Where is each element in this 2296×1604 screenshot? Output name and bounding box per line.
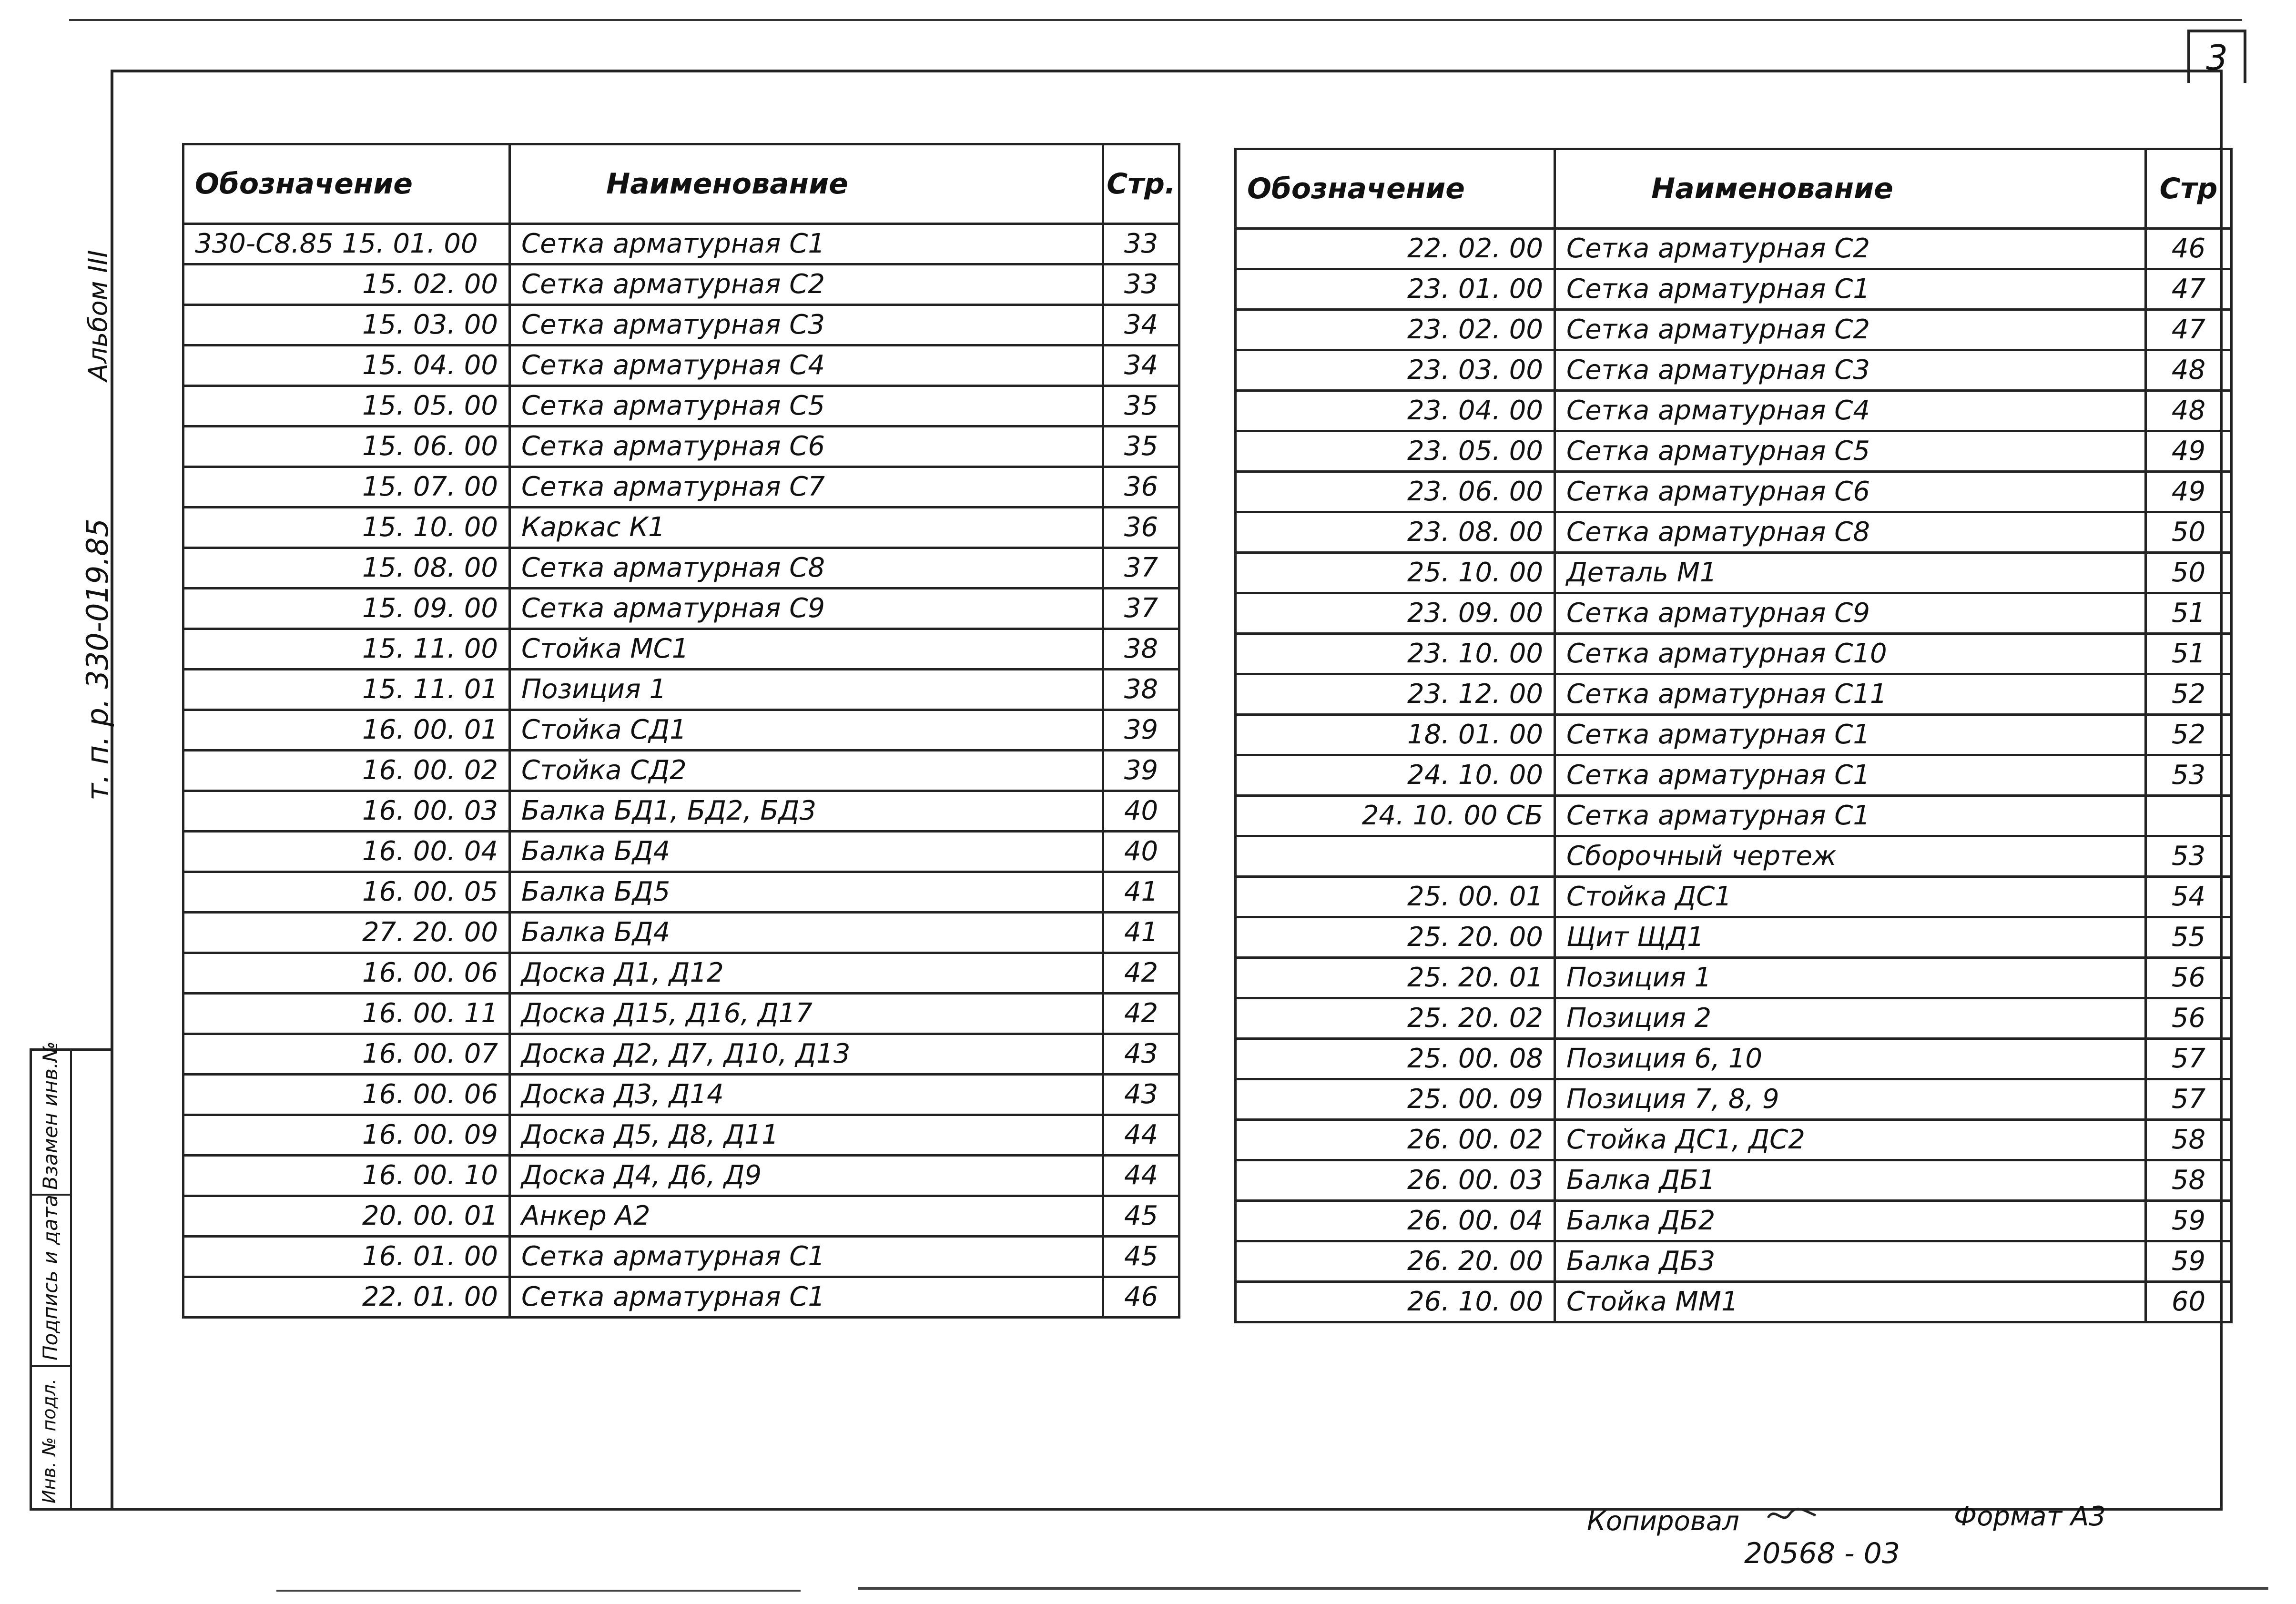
page-cell: 40 xyxy=(1103,832,1179,872)
designation-cell: 26. 10. 00 xyxy=(1236,1282,1555,1322)
right-header-name: Наименование xyxy=(1555,149,2146,229)
designation-cell: 15. 11. 00 xyxy=(183,629,510,670)
page-cell: 52 xyxy=(2146,715,2232,755)
name-cell: Сетка арматурная С7 xyxy=(510,467,1103,508)
page-cell: 57 xyxy=(2146,1039,2232,1079)
name-cell: Сетка арматурная С5 xyxy=(1555,431,2146,472)
page-cell: 33 xyxy=(1103,224,1179,264)
designation-cell: 25. 00. 09 xyxy=(1236,1079,1555,1120)
name-cell: Стойка СД1 xyxy=(510,710,1103,751)
right-table-row xyxy=(1236,229,2232,269)
designation-cell: 15. 09. 00 xyxy=(183,589,510,629)
name-cell: Сетка арматурная С1 xyxy=(1555,269,2146,310)
page-cell: 42 xyxy=(1103,994,1179,1034)
copied-signature xyxy=(1763,1501,1820,1536)
designation-cell: 16. 00. 05 xyxy=(183,872,510,913)
right-table-row xyxy=(1236,1282,2232,1322)
name-cell: Сетка арматурная С2 xyxy=(1555,310,2146,350)
left-table-row xyxy=(183,224,1179,264)
left-table-row xyxy=(183,345,1179,386)
left-header-row xyxy=(183,144,1179,224)
page-cell: 56 xyxy=(2146,958,2232,998)
album-label: Альбом III xyxy=(83,250,113,381)
designation-cell: 15. 07. 00 xyxy=(183,467,510,508)
designation-cell: 23. 12. 00 xyxy=(1236,674,1555,715)
name-cell: Балка БД5 xyxy=(510,872,1103,913)
bottom-scan-line xyxy=(858,1587,2268,1590)
name-cell: Стойка ДС1 xyxy=(1555,877,2146,917)
name-cell: Сетка арматурная С1 xyxy=(510,224,1103,264)
right-index-table xyxy=(1234,148,2233,1323)
page-cell: 34 xyxy=(1103,345,1179,386)
right-header-row xyxy=(1236,149,2232,229)
page-number-box xyxy=(2187,30,2246,83)
name-cell: Стойка ММ1 xyxy=(1555,1282,2146,1322)
page-cell: 42 xyxy=(1103,953,1179,994)
designation-cell xyxy=(1236,836,1555,877)
name-cell: Балка БД4 xyxy=(510,913,1103,953)
designation-cell: 26. 20. 00 xyxy=(1236,1241,1555,1282)
page-cell: 48 xyxy=(2146,350,2232,391)
name-cell: Сетка арматурная С1 xyxy=(510,1237,1103,1277)
designation-cell: 25. 20. 01 xyxy=(1236,958,1555,998)
designation-cell: 15. 05. 00 xyxy=(183,386,510,426)
left-table-row xyxy=(183,1196,1179,1237)
page-cell: 41 xyxy=(1103,872,1179,913)
name-cell: Позиция 1 xyxy=(1555,958,2146,998)
project-label: т. п. р. 330-019.85 xyxy=(80,518,115,801)
designation-cell: 15. 11. 01 xyxy=(183,670,510,710)
designation-cell: 25. 20. 02 xyxy=(1236,998,1555,1039)
page-cell: 35 xyxy=(1103,426,1179,467)
left-table-row xyxy=(183,994,1179,1034)
page-cell: 44 xyxy=(1103,1156,1179,1196)
left-table-row xyxy=(183,1075,1179,1115)
page-cell: 37 xyxy=(1103,548,1179,589)
right-table-row xyxy=(1236,917,2232,958)
designation-cell: 16. 00. 06 xyxy=(183,953,510,994)
designation-cell: 16. 00. 07 xyxy=(183,1034,510,1075)
left-table-row xyxy=(183,548,1179,589)
designation-cell: 16. 00. 03 xyxy=(183,791,510,832)
page-cell: 51 xyxy=(2146,593,2232,634)
page-cell: 35 xyxy=(1103,386,1179,426)
name-cell: Сетка арматурная С2 xyxy=(510,264,1103,305)
name-cell: Позиция 6, 10 xyxy=(1555,1039,2146,1079)
name-cell: Сетка арматурная С8 xyxy=(510,548,1103,589)
page-cell: 47 xyxy=(2146,269,2232,310)
name-cell: Балка ДБ3 xyxy=(1555,1241,2146,1282)
page-cell: 36 xyxy=(1103,467,1179,508)
page-cell: 50 xyxy=(2146,512,2232,553)
designation-cell: 20. 00. 01 xyxy=(183,1196,510,1237)
name-cell: Сетка арматурная С2 xyxy=(1555,229,2146,269)
name-cell: Стойка МС1 xyxy=(510,629,1103,670)
page-cell: 39 xyxy=(1103,751,1179,791)
designation-cell: 18. 01. 00 xyxy=(1236,715,1555,755)
name-cell: Доска Д2, Д7, Д10, Д13 xyxy=(510,1034,1103,1075)
designation-cell: 24. 10. 00 СБ xyxy=(1236,796,1555,836)
page-cell: 39 xyxy=(1103,710,1179,751)
page-cell: 41 xyxy=(1103,913,1179,953)
name-cell: Сетка арматурная С3 xyxy=(1555,350,2146,391)
page-cell: 53 xyxy=(2146,755,2232,796)
designation-cell: 15. 03. 00 xyxy=(183,305,510,345)
designation-cell: 16. 00. 02 xyxy=(183,751,510,791)
right-header-page: Стр xyxy=(2146,149,2232,229)
right-table-row xyxy=(1236,1160,2232,1201)
top-border-line xyxy=(69,19,2242,21)
right-table-row xyxy=(1236,836,2232,877)
right-header-designation: Обозначение xyxy=(1236,149,1555,229)
left-table-row xyxy=(183,832,1179,872)
left-table-row xyxy=(183,953,1179,994)
page-cell: 51 xyxy=(2146,634,2232,674)
page-cell xyxy=(2146,796,2232,836)
page-cell: 57 xyxy=(2146,1079,2232,1120)
left-table-row xyxy=(183,913,1179,953)
left-table-row xyxy=(183,508,1179,548)
format-label: Формат А3 xyxy=(1954,1501,2106,1532)
name-cell: Сетка арматурная С9 xyxy=(1555,593,2146,634)
designation-cell: 23. 06. 00 xyxy=(1236,472,1555,512)
designation-cell: 25. 00. 08 xyxy=(1236,1039,1555,1079)
left-table-row xyxy=(183,629,1179,670)
name-cell: Стойка ДС1, ДС2 xyxy=(1555,1120,2146,1160)
left-table-row xyxy=(183,467,1179,508)
designation-cell: 26. 00. 03 xyxy=(1236,1160,1555,1201)
document-number: 20568 - 03 xyxy=(1744,1537,1900,1570)
designation-cell: 25. 00. 01 xyxy=(1236,877,1555,917)
name-cell: Балка ДБ2 xyxy=(1555,1201,2146,1241)
page-cell: 53 xyxy=(2146,836,2232,877)
designation-cell: 23. 02. 00 xyxy=(1236,310,1555,350)
page-cell: 58 xyxy=(2146,1120,2232,1160)
designation-cell: 15. 04. 00 xyxy=(183,345,510,386)
designation-cell: 23. 03. 00 xyxy=(1236,350,1555,391)
page-cell: 46 xyxy=(2146,229,2232,269)
left-table-row xyxy=(183,589,1179,629)
name-cell: Деталь М1 xyxy=(1555,553,2146,593)
name-cell: Доска Д4, Д6, Д9 xyxy=(510,1156,1103,1196)
designation-cell: 23. 01. 00 xyxy=(1236,269,1555,310)
right-table-row xyxy=(1236,1201,2232,1241)
side-stamp xyxy=(30,1041,113,1511)
name-cell: Сетка арматурная С9 xyxy=(510,589,1103,629)
name-cell: Сетка арматурная С6 xyxy=(1555,472,2146,512)
page-cell: 38 xyxy=(1103,670,1179,710)
name-cell: Балка БД4 xyxy=(510,832,1103,872)
left-table-row xyxy=(183,264,1179,305)
name-cell: Сетка арматурная С10 xyxy=(1555,634,2146,674)
name-cell: Позиция 2 xyxy=(1555,998,2146,1039)
designation-cell: 23. 04. 00 xyxy=(1236,391,1555,431)
designation-cell: 16. 00. 10 xyxy=(183,1156,510,1196)
designation-cell: 16. 00. 11 xyxy=(183,994,510,1034)
right-table-row xyxy=(1236,715,2232,755)
page-cell: 59 xyxy=(2146,1201,2232,1241)
page-cell: 38 xyxy=(1103,629,1179,670)
right-table-row xyxy=(1236,958,2232,998)
name-cell: Сетка арматурная С6 xyxy=(510,426,1103,467)
name-cell: Позиция 1 xyxy=(510,670,1103,710)
right-table-row xyxy=(1236,755,2232,796)
name-cell: Стойка СД2 xyxy=(510,751,1103,791)
designation-cell: 23. 08. 00 xyxy=(1236,512,1555,553)
designation-cell: 25. 20. 00 xyxy=(1236,917,1555,958)
right-table-row xyxy=(1236,593,2232,634)
name-cell: Доска Д1, Д12 xyxy=(510,953,1103,994)
designation-cell: 15. 08. 00 xyxy=(183,548,510,589)
name-cell: Доска Д5, Д8, Д11 xyxy=(510,1115,1103,1156)
right-table-row xyxy=(1236,1039,2232,1079)
name-cell: Сетка арматурная С11 xyxy=(1555,674,2146,715)
name-cell: Балка БД1, БД2, БД3 xyxy=(510,791,1103,832)
right-table-row xyxy=(1236,431,2232,472)
page-cell: 50 xyxy=(2146,553,2232,593)
page-cell: 33 xyxy=(1103,264,1179,305)
page-cell: 46 xyxy=(1103,1277,1179,1318)
right-table-row xyxy=(1236,512,2232,553)
stamp-signature-label: Подпись и дата xyxy=(39,1195,62,1360)
page-cell: 54 xyxy=(2146,877,2232,917)
page-cell: 59 xyxy=(2146,1241,2232,1282)
right-table-row xyxy=(1236,1120,2232,1160)
designation-cell: 16. 00. 09 xyxy=(183,1115,510,1156)
designation-cell: 26. 00. 02 xyxy=(1236,1120,1555,1160)
page-cell: 49 xyxy=(2146,472,2232,512)
left-table-row xyxy=(183,386,1179,426)
left-table-row xyxy=(183,710,1179,751)
page-cell: 58 xyxy=(2146,1160,2232,1201)
page-cell: 55 xyxy=(2146,917,2232,958)
page-number: 3 xyxy=(2206,38,2228,78)
name-cell: Позиция 7, 8, 9 xyxy=(1555,1079,2146,1120)
page-cell: 49 xyxy=(2146,431,2232,472)
designation-cell: 16. 01. 00 xyxy=(183,1237,510,1277)
name-cell: Сетка арматурная С5 xyxy=(510,386,1103,426)
designation-cell: 23. 05. 00 xyxy=(1236,431,1555,472)
name-cell: Доска Д15, Д16, Д17 xyxy=(510,994,1103,1034)
page-cell: 52 xyxy=(2146,674,2232,715)
right-table-row xyxy=(1236,310,2232,350)
left-table-row xyxy=(183,751,1179,791)
name-cell: Сетка арматурная С8 xyxy=(1555,512,2146,553)
name-cell: Сетка арматурная С1 xyxy=(1555,755,2146,796)
page-cell: 45 xyxy=(1103,1196,1179,1237)
right-table-row xyxy=(1236,634,2232,674)
name-cell: Сетка арматурная С4 xyxy=(510,345,1103,386)
page-cell: 37 xyxy=(1103,589,1179,629)
right-table-row xyxy=(1236,553,2232,593)
designation-cell: 15. 02. 00 xyxy=(183,264,510,305)
left-index-table xyxy=(182,143,1180,1319)
right-table-row xyxy=(1236,998,2232,1039)
left-table-row xyxy=(183,1277,1179,1318)
page-cell: 34 xyxy=(1103,305,1179,345)
designation-cell: 25. 10. 00 xyxy=(1236,553,1555,593)
left-table-row xyxy=(183,872,1179,913)
page-cell: 56 xyxy=(2146,998,2232,1039)
page-cell: 43 xyxy=(1103,1075,1179,1115)
right-table-row xyxy=(1236,269,2232,310)
right-table-row xyxy=(1236,350,2232,391)
page-cell: 40 xyxy=(1103,791,1179,832)
page-cell: 43 xyxy=(1103,1034,1179,1075)
name-cell: Анкер А2 xyxy=(510,1196,1103,1237)
page-cell: 48 xyxy=(2146,391,2232,431)
page-cell: 47 xyxy=(2146,310,2232,350)
name-cell: Доска Д3, Д14 xyxy=(510,1075,1103,1115)
left-table-row xyxy=(183,426,1179,467)
name-cell: Сетка арматурная С3 xyxy=(510,305,1103,345)
left-table-row xyxy=(183,305,1179,345)
name-cell: Сетка арматурная С1 xyxy=(1555,796,2146,836)
designation-cell: 16. 00. 06 xyxy=(183,1075,510,1115)
right-table-row xyxy=(1236,1079,2232,1120)
left-table-row xyxy=(183,1237,1179,1277)
designation-cell: 23. 10. 00 xyxy=(1236,634,1555,674)
page-cell: 44 xyxy=(1103,1115,1179,1156)
right-table-row xyxy=(1236,796,2232,836)
signature-mark xyxy=(1763,1501,1820,1530)
name-cell: Каркас К1 xyxy=(510,508,1103,548)
right-table-row xyxy=(1236,877,2232,917)
designation-cell: 15. 10. 00 xyxy=(183,508,510,548)
designation-cell: 22. 01. 00 xyxy=(183,1277,510,1318)
name-cell: Щит ЩД1 xyxy=(1555,917,2146,958)
copied-label: Копировал xyxy=(1587,1506,1739,1537)
name-cell: Сборочный чертеж xyxy=(1555,836,2146,877)
right-table-row xyxy=(1236,391,2232,431)
stamp-replace-label: Взамен инв.№ xyxy=(39,1041,62,1190)
page-cell: 60 xyxy=(2146,1282,2232,1322)
left-table-row xyxy=(183,1156,1179,1196)
right-table-row xyxy=(1236,1241,2232,1282)
designation-cell: 15. 06. 00 xyxy=(183,426,510,467)
name-cell: Балка ДБ1 xyxy=(1555,1160,2146,1201)
bottom-scan-line xyxy=(276,1590,801,1592)
page-cell: 36 xyxy=(1103,508,1179,548)
left-header-designation: Обозначение xyxy=(183,144,510,224)
name-cell: Сетка арматурная С1 xyxy=(1555,715,2146,755)
left-table-row xyxy=(183,1034,1179,1075)
right-table-row xyxy=(1236,472,2232,512)
stamp-inventory-label: Инв. № подл. xyxy=(39,1378,60,1503)
name-cell: Сетка арматурная С1 xyxy=(510,1277,1103,1318)
designation-cell: 330-С8.85 15. 01. 00 xyxy=(183,224,510,264)
designation-cell: 16. 00. 04 xyxy=(183,832,510,872)
page-cell: 45 xyxy=(1103,1237,1179,1277)
name-cell: Сетка арматурная С4 xyxy=(1555,391,2146,431)
designation-cell: 24. 10. 00 xyxy=(1236,755,1555,796)
designation-cell: 16. 00. 01 xyxy=(183,710,510,751)
left-table-row xyxy=(183,1115,1179,1156)
left-table-row xyxy=(183,670,1179,710)
left-header-name: Наименование xyxy=(510,144,1103,224)
left-header-page: Стр. xyxy=(1103,144,1179,224)
right-table-row xyxy=(1236,674,2232,715)
designation-cell: 23. 09. 00 xyxy=(1236,593,1555,634)
designation-cell: 26. 00. 04 xyxy=(1236,1201,1555,1241)
left-table-row xyxy=(183,791,1179,832)
designation-cell: 27. 20. 00 xyxy=(183,913,510,953)
designation-cell: 22. 02. 00 xyxy=(1236,229,1555,269)
